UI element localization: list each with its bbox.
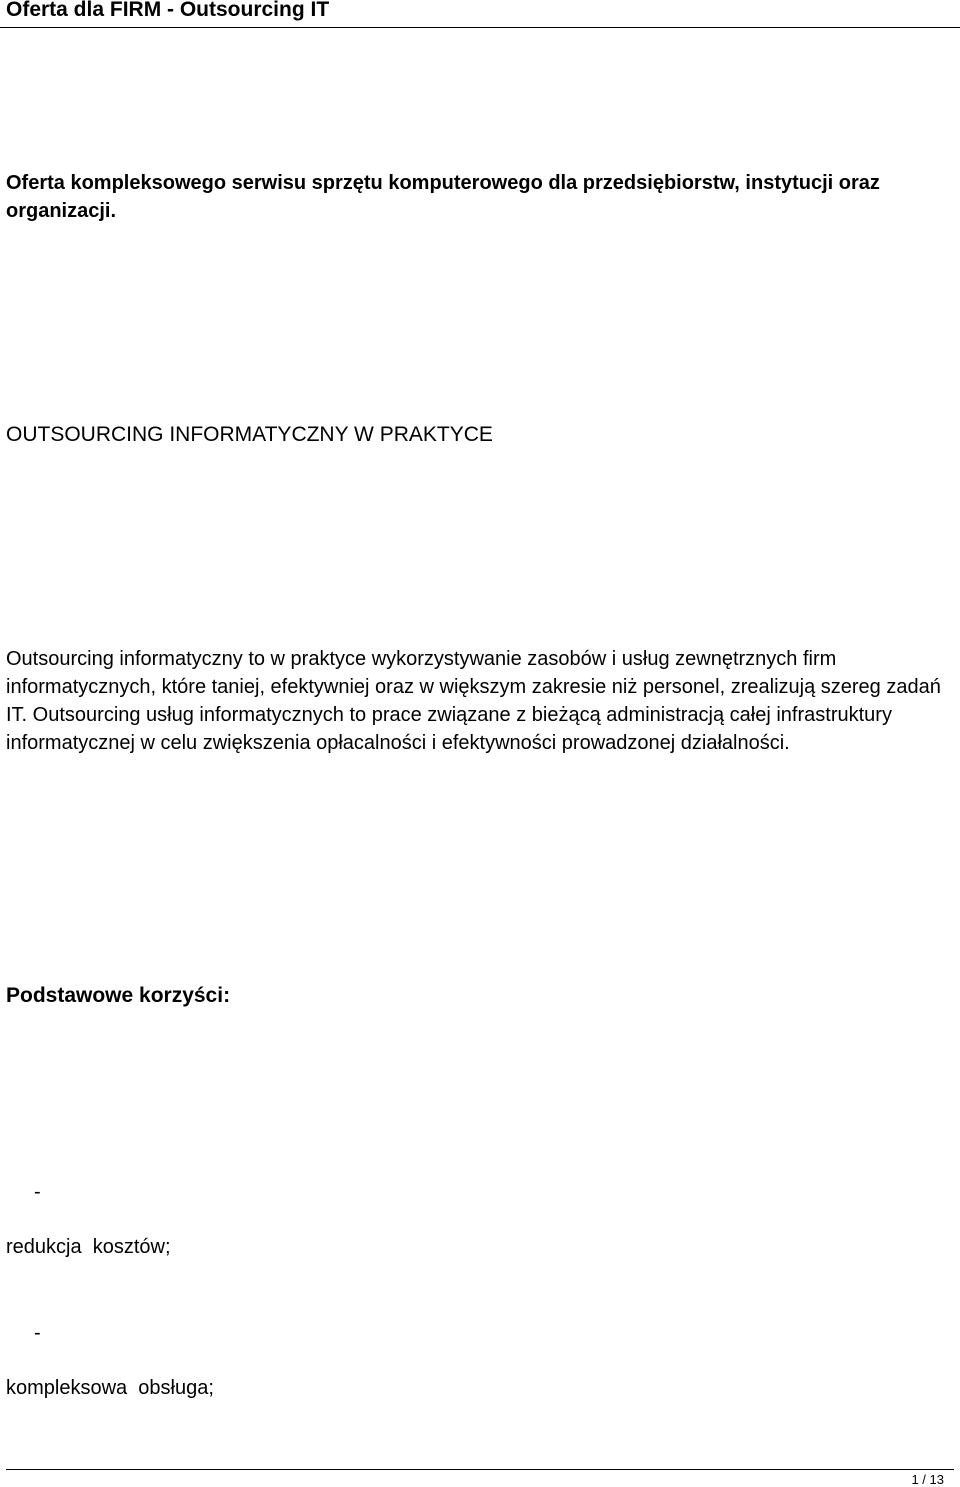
list-item: kompleksowa obsługa;: [6, 1377, 214, 1399]
intro-paragraph: Oferta kompleksowego serwisu sprzętu komputerowego dla przedsiębiorstw, instytucji oraz organizacji.: [6, 172, 880, 222]
body-paragraph: Outsourcing informatyczny to w praktyce wykorzystywanie zasobów i usług zewnętrznych firm informatycznych, które taniej, efektywniej oraz w większym zakresie niż personel, zrealizują szereg zadań IT. Outsourcing usług informatycznych to prace związane z bieżącą administracją całej infrastruktury informatycznej w celu zwiększenia opłacalności i efektywności prowadzonej działalności.: [6, 648, 941, 754]
footer-divider: [6, 1469, 954, 1470]
page-number: 1 / 13: [911, 1472, 944, 1487]
title-divider: [0, 27, 960, 28]
benefits-heading: Podstawowe korzyści:: [6, 984, 231, 1007]
document-title: Oferta dla FIRM - Outsourcing IT: [6, 0, 330, 21]
list-bullet: -: [34, 1181, 41, 1203]
list-bullet: -: [34, 1322, 41, 1344]
list-item: redukcja kosztów;: [6, 1236, 171, 1258]
section-heading: OUTSOURCING INFORMATYCZNY W PRAKTYCE: [6, 423, 493, 446]
